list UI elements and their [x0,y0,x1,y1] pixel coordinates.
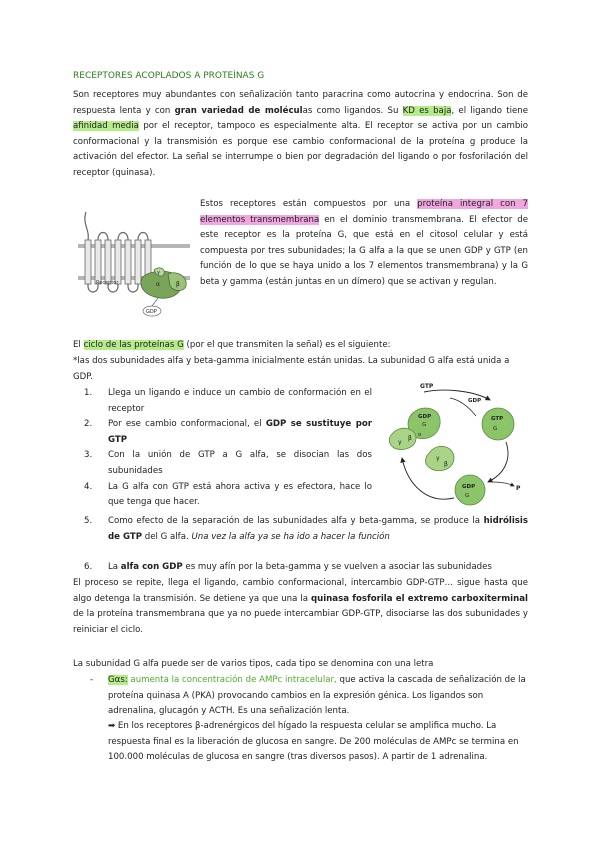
helix-2 [95,240,101,284]
highlight-affinity: afinidad media [73,121,139,132]
cycle-steps [84,386,372,511]
n-terminus [85,212,88,240]
receptor-label: Receptor [96,280,119,286]
step-text: La [108,562,121,572]
step-number: 4. [84,481,93,492]
arrow-pi [492,482,514,486]
cycle-note: *las dos subunidades alfa y beta-gamma inicialmente están unidas. La subunidad G alfa está unida a GDP. [73,356,510,382]
section-title: RECEPTORES ACOPLADOS A PROTEÍNAS G [73,71,265,81]
step-bold: alfa con GDP [120,562,183,572]
intro-paragraph [73,88,528,182]
step-text: Con la unión de GTP a G alfa, se disocian las dos subunidades [108,450,372,476]
cycle-intro [73,338,528,354]
cycle-text: (por el que transmiten la señal) es el siguiente: [183,340,391,350]
complex-gamma-label: γ [398,439,402,446]
step-italic: Una vez la alfa ya se ha ido a hacer la función [191,531,390,542]
step-6 [84,560,528,576]
highlight-cycle: ciclo de las proteínas G [83,340,184,350]
complex-g-label: G [422,422,427,428]
step-number: 1. [84,388,93,398]
structure-text: Estos receptores están compuestos por una [200,199,418,209]
closing-paragraph [73,576,528,638]
complex-gdp-label: GDP [418,414,432,420]
bottom-g-label: G [465,493,470,499]
step-text: Por ese cambio conformacional, el [108,419,266,430]
closing-bold: quinasa fosforila el extremo carboxiterminal [310,593,528,604]
complex-beta-label: β [408,435,412,442]
arrow-right-icon: ➡ [108,721,116,731]
cycle-text: El [73,340,84,350]
list-dash: - [90,675,94,685]
gtp-top-label: GTP [420,383,434,390]
beta-label: β [176,281,180,288]
gs-green-text: aumenta la concentración de AMPc intracelular, [127,675,337,685]
step-number: 3. [84,450,93,461]
beta-gamma-dimer [426,446,455,470]
intro-text: Son receptores muy abundantes con señalización tanto paracrina como autocrina y endocrina. Son de respuesta lenta y con [73,90,528,116]
structure-text: en el dominio transmembrana. El efector de este receptor es la proteína G, que está en el citosol celular y está compuesta por tres subunidades; la G alfa a la que se unen GDP y GTP (en función de lo que se haya unido a los 7 elementos transmembrana) y la G beta y gamma (están juntas en un dímero) que se activan y regulan. [200,214,528,287]
highlight-kd: KD es baja [402,105,452,116]
gs-note [108,719,528,766]
type-gs-item [90,673,528,720]
gdp-label: GDP [146,309,157,315]
free-gtp-label: GTP [491,416,504,422]
step-1 [84,386,372,417]
dimer-gamma-label: γ [436,455,440,462]
g-alpha-gdp [455,475,485,505]
gamma-label: γ [157,270,160,276]
g-alpha-gtp [482,408,514,440]
gs-text: que activa la cascada de señalización de la proteína quinasa A (PKA) provocando cambios en la expresión génica. Los ligandos son adrenalina, glucagón y ACTH. Es una señalización lenta. [108,675,526,717]
alpha-label: α [156,281,160,288]
helix-6 [135,240,141,284]
types-intro: La subunidad G alfa puede ser de varios tipos, cada tipo se denomina con una letra [73,659,434,669]
step-text: Como efecto de la separación de las subunidades alfa y beta-gamma, se produce la [108,516,484,526]
helix-5 [125,240,131,284]
intro-text: , el ligando tiene [451,105,528,116]
intro-text: por el receptor, tampoco es especialmente alta. El receptor se activa por un cambio conformacional y la transmisión es porque ese cambio conformacional de la proteína g produce la activación del efector. La señal se interrumpe o bien por degradación del ligando o por fosforilación del receptor (quinasa). [73,121,528,178]
pi-label: P [516,485,521,492]
helix-3 [105,240,111,284]
step-number: 5. [84,516,93,526]
step-2 [84,417,372,448]
step-text: es muy afín por la beta-gamma y se vuelven a asociar las subunidades [182,562,492,572]
step-bold: GDP se sustituye por GTP [108,419,372,445]
complex-alpha-label: α [418,432,422,438]
step-4 [84,480,372,511]
helix-1 [85,240,91,284]
g-beta-gamma-complex [389,428,416,449]
step-text: La G alfa con GTP está ahora activa y es efectora, hace lo que tenga que hacer. [108,481,372,508]
closing-text: de la proteína transmembrana que ya no puede intercambiar GDP-GTP, disociarse las dos subunidades y reiniciar el ciclo. [73,609,528,635]
highlight-integral-protein: proteína integral con 7 elementos transmembrana [200,199,528,225]
step-text: Llega un ligando e induce un cambio de conformación en el receptor [108,388,372,414]
gdp-pointer [152,298,158,306]
helix-4 [115,240,121,284]
structure-paragraph [200,197,528,291]
free-g-label: G [493,426,498,432]
g-protein-cycle-figure [372,378,528,528]
gs-label: Gαs: [108,675,128,685]
receptor-figure [76,200,196,320]
closing-text: El proceso se repite, llega el ligando, cambio conformacional, intercambio GDP-GTP… sigue hasta que algo detenga la transmisión. Se detiene ya que una la [73,578,528,604]
intro-bold: gran variedad de molécul [174,105,303,116]
step-text: del G alfa. [142,531,192,542]
arrow-hydrolysis [488,442,508,482]
intro-text: as como ligandos. Su [302,105,403,116]
gdp-release-label: GDP [468,398,482,404]
dimer-beta-label: β [444,461,448,468]
step-number: 2. [84,419,93,430]
bottom-gdp-label: GDP [462,484,476,490]
step-number: 6. [84,562,93,572]
step-3 [84,448,372,479]
step-bold: hidrólisis de GTP [108,516,528,542]
gs-note-text: En los receptores β-adrenérgicos del hígado la respuesta celular se amplifica mucho. La respuesta final es la liberación de glucosa en sangre. De 200 moléculas de AMPc se termina en 100.000 moléculas de glucosa en sangre (tras diversos pasos). A partir de 1 adrenalina. [108,721,519,763]
